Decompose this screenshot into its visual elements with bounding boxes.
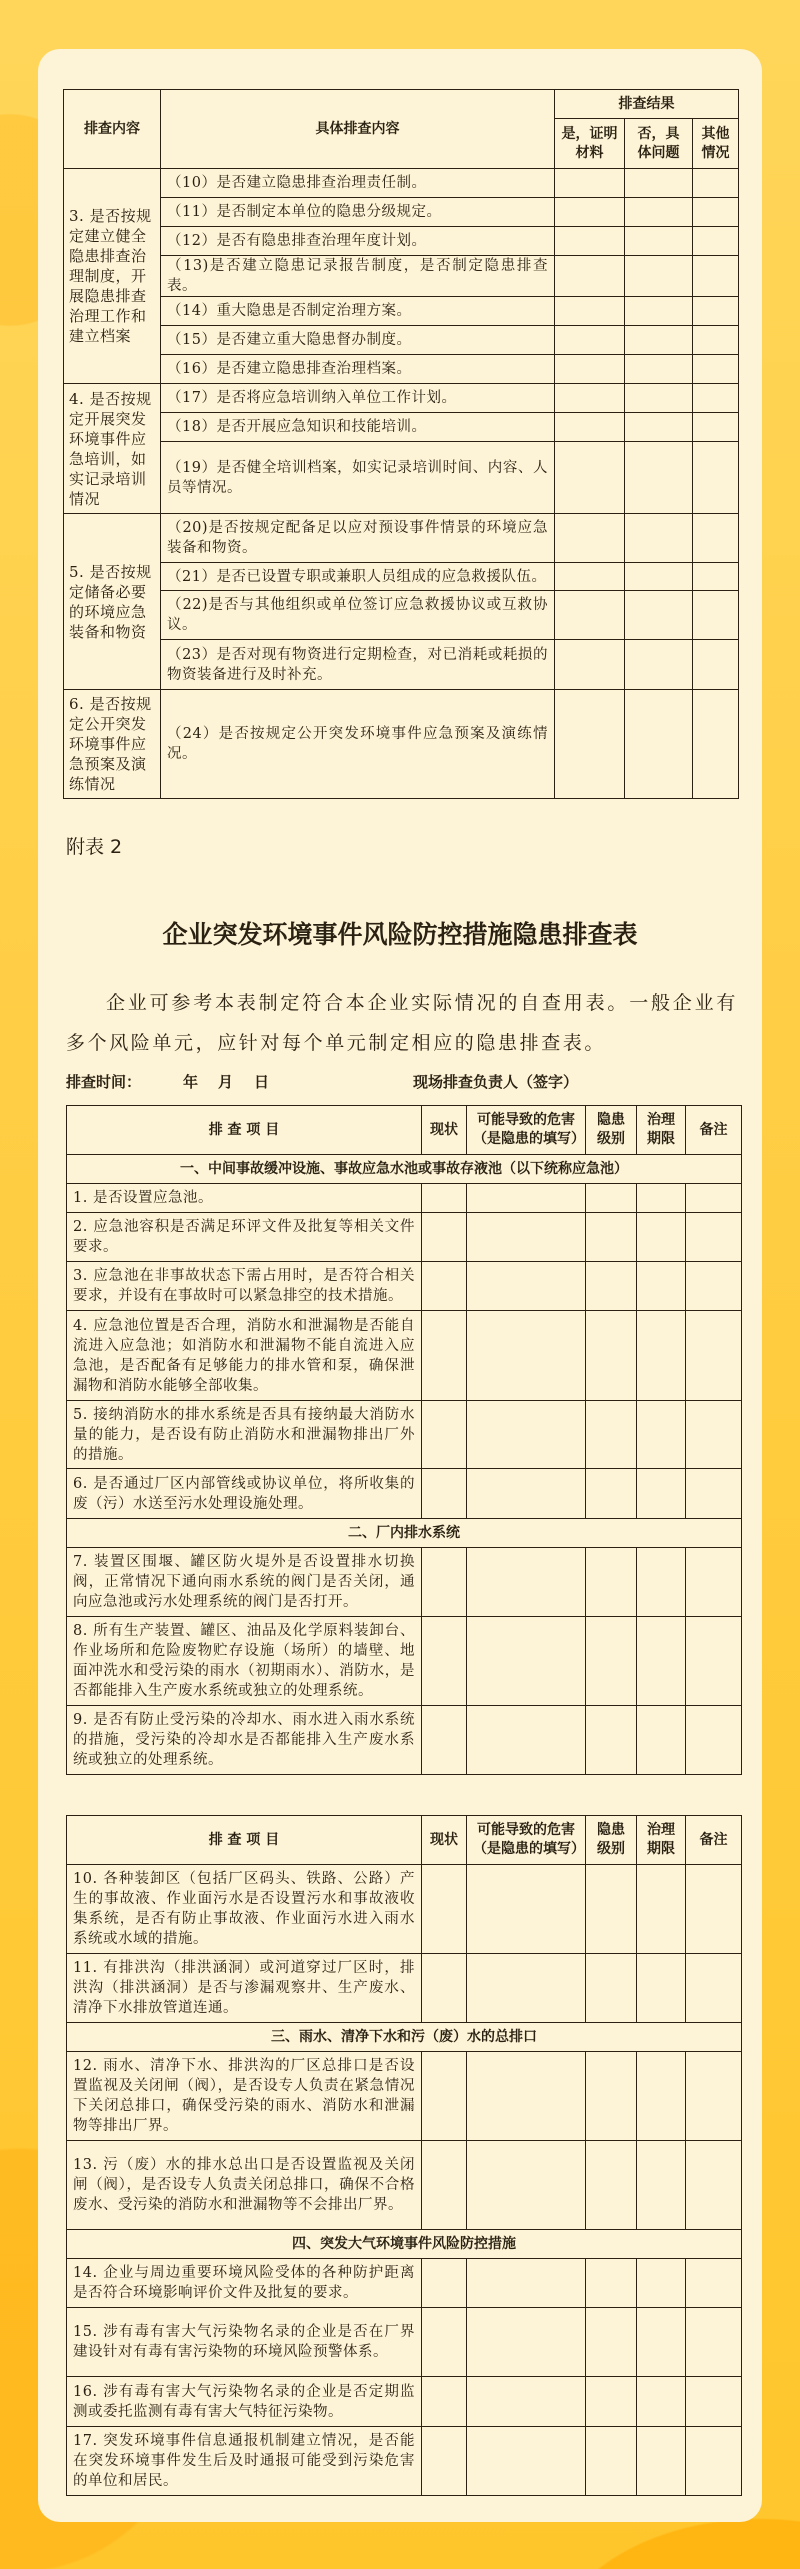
- item-cell: 14. 企业与周边重要环境风险受体的各种防护距离是否符合环境影响评价文件及批复的要求。: [67, 2259, 422, 2308]
- result-other-cell[interactable]: [693, 198, 739, 227]
- level-cell[interactable]: [586, 2308, 637, 2377]
- result-no-cell[interactable]: [625, 690, 693, 799]
- item-cell: 9. 是否有防止受污染的冷却水、雨水进入雨水系统的措施，受污染的冷却水是否都能排入生产废水系统或独立的处理系统。: [67, 1706, 422, 1775]
- result-no-cell[interactable]: [625, 355, 693, 384]
- result-no-cell[interactable]: [625, 227, 693, 256]
- level-cell[interactable]: [586, 2259, 637, 2308]
- remark-cell[interactable]: [686, 1401, 742, 1469]
- result-other-cell[interactable]: [693, 169, 739, 198]
- deadline-cell[interactable]: [637, 1548, 686, 1617]
- hazard-cell[interactable]: [467, 1401, 586, 1469]
- status-cell[interactable]: [422, 2377, 467, 2427]
- status-cell[interactable]: [422, 2259, 467, 2308]
- section-row: [67, 2230, 742, 2259]
- deadline-cell[interactable]: [637, 2377, 686, 2427]
- level-cell[interactable]: [586, 2052, 637, 2141]
- status-cell[interactable]: [422, 1213, 467, 1262]
- deadline-cell[interactable]: [637, 1311, 686, 1401]
- result-yes-cell[interactable]: [555, 384, 625, 413]
- result-yes-cell[interactable]: [555, 591, 625, 640]
- result-yes-cell[interactable]: [555, 355, 625, 384]
- table-row: [64, 690, 739, 799]
- item-cell: 6. 是否通过厂区内部管线或协议单位，将所收集的废（污）水送至污水处理设施处理。: [67, 1469, 422, 1519]
- table-row: [67, 1213, 742, 1262]
- level-cell[interactable]: [586, 2377, 637, 2427]
- item-cell: 13. 污（废）水的排水总出口是否设置监视及关闭闸（阀），是否设专人负责关闭总排口，确保不合格废水、受污染的消防水和泄漏物等不会排出厂界。: [67, 2141, 422, 2230]
- result-no-cell[interactable]: [625, 384, 693, 413]
- result-other-cell[interactable]: [693, 442, 739, 514]
- item-cell: 3. 应急池在非事故状态下需占用时，是否符合相关要求，并设有在事故时可以紧急排空的技术措施。: [67, 1262, 422, 1311]
- hazard-cell[interactable]: [467, 1865, 586, 1954]
- date-year: 年: [183, 1073, 199, 1091]
- result-other-cell[interactable]: [693, 384, 739, 413]
- status-cell[interactable]: [422, 1401, 467, 1469]
- item-cell: （19）是否健全培训档案，如实记录培训时间、内容、人员等情况。: [161, 442, 555, 514]
- result-other-cell[interactable]: [693, 355, 739, 384]
- result-yes-cell[interactable]: [555, 169, 625, 198]
- result-no-cell[interactable]: [625, 198, 693, 227]
- hazard-cell[interactable]: [467, 1262, 586, 1311]
- item-cell: 2. 应急池容积是否满足环评文件及批复等相关文件要求。: [67, 1213, 422, 1262]
- table-row: [67, 1706, 742, 1775]
- header-detail: 具体排查内容: [161, 90, 555, 169]
- item-cell: （17）是否将应急培训纳入单位工作计划。: [161, 384, 555, 413]
- level-cell[interactable]: [586, 1311, 637, 1401]
- section-heading: 一、中间事故缓冲设施、事故应急水池或事故存液池（以下统称应急池）: [67, 1155, 742, 1184]
- header-remark: 备注: [686, 1106, 742, 1155]
- status-cell[interactable]: [422, 1469, 467, 1519]
- hazard-cell[interactable]: [467, 2052, 586, 2141]
- deadline-cell[interactable]: [637, 2259, 686, 2308]
- deadline-cell[interactable]: [637, 1184, 686, 1213]
- checklist-table-3: [66, 1815, 742, 2496]
- deadline-cell[interactable]: [637, 1401, 686, 1469]
- checklist-table-1: [63, 89, 739, 799]
- level-cell[interactable]: [586, 1706, 637, 1775]
- remark-cell[interactable]: [686, 1262, 742, 1311]
- result-yes-cell[interactable]: [555, 640, 625, 690]
- status-cell[interactable]: [422, 1617, 467, 1706]
- result-yes-cell[interactable]: [555, 326, 625, 355]
- result-no-cell[interactable]: [625, 169, 693, 198]
- level-cell[interactable]: [586, 1262, 637, 1311]
- result-other-cell[interactable]: [693, 256, 739, 297]
- header-category: 排查内容: [64, 90, 161, 169]
- table-row: [64, 355, 739, 384]
- table-row: [64, 198, 739, 227]
- result-other-cell[interactable]: [693, 514, 739, 563]
- remark-cell[interactable]: [686, 1954, 742, 2023]
- result-other-cell[interactable]: [693, 591, 739, 640]
- result-no-cell[interactable]: [625, 256, 693, 297]
- item-cell: 5. 接纳消防水的排水系统是否具有接纳最大消防水量的能力，是否设有防止消防水和泄漏物排出厂外的措施。: [67, 1401, 422, 1469]
- result-yes-cell[interactable]: [555, 297, 625, 326]
- section-row: [67, 1155, 742, 1184]
- item-cell: （14）重大隐患是否制定治理方案。: [161, 297, 555, 326]
- category-cell: 6. 是否按规定公开突发环境事件应急预案及演练情况: [64, 690, 161, 799]
- result-yes-cell[interactable]: [555, 690, 625, 799]
- item-cell: 8. 所有生产装置、罐区、油品及化学原料装卸台、作业场所和危险废物贮存设施（场所）的墙壁、地面冲洗水和受污染的雨水（初期雨水）、消防水，是否都能排入生产废水系统或独立的处理系统。: [67, 1617, 422, 1706]
- remark-cell[interactable]: [686, 1184, 742, 1213]
- status-cell[interactable]: [422, 2308, 467, 2377]
- result-other-cell[interactable]: [693, 563, 739, 591]
- header-other: 其他情况: [693, 119, 739, 169]
- remark-cell[interactable]: [686, 1865, 742, 1954]
- checklist-table-2: [66, 1105, 742, 1775]
- item-cell: （16）是否建立隐患排查治理档案。: [161, 355, 555, 384]
- header-no: 否，具体问题: [625, 119, 693, 169]
- table-row: [67, 2377, 742, 2427]
- table-row: [67, 2259, 742, 2308]
- table-row: [67, 1617, 742, 1706]
- result-no-cell[interactable]: [625, 563, 693, 591]
- item-cell: （24）是否按规定公开突发环境事件应急预案及演练情况。: [161, 690, 555, 799]
- header-yes: 是，证明材料: [555, 119, 625, 169]
- header-hazard: 可能导致的危害（是隐患的填写）: [467, 1106, 586, 1155]
- remark-cell[interactable]: [686, 1706, 742, 1775]
- hazard-cell[interactable]: [467, 2308, 586, 2377]
- header-item: 排 查 项 目: [67, 1816, 422, 1865]
- result-no-cell[interactable]: [625, 514, 693, 563]
- header-level: 隐患级别: [586, 1816, 637, 1865]
- result-yes-cell[interactable]: [555, 256, 625, 297]
- table-row: [67, 1865, 742, 1954]
- remark-cell[interactable]: [686, 2141, 742, 2230]
- deadline-cell[interactable]: [637, 2141, 686, 2230]
- remark-cell[interactable]: [686, 2427, 742, 2496]
- hazard-cell[interactable]: [467, 1954, 586, 2023]
- remark-cell[interactable]: [686, 1213, 742, 1262]
- result-no-cell[interactable]: [625, 297, 693, 326]
- item-cell: （11）是否制定本单位的隐患分级规定。: [161, 198, 555, 227]
- item-cell: （18）是否开展应急知识和技能培训。: [161, 413, 555, 442]
- deadline-cell[interactable]: [637, 2052, 686, 2141]
- result-no-cell[interactable]: [625, 640, 693, 690]
- signer-label: 现场排查负责人（签字）: [413, 1073, 579, 1091]
- deadline-cell[interactable]: [637, 1706, 686, 1775]
- remark-cell[interactable]: [686, 1548, 742, 1617]
- table-row: [67, 2052, 742, 2141]
- result-yes-cell[interactable]: [555, 227, 625, 256]
- item-cell: 17. 突发环境事件信息通报机制建立情况，是否能在突发环境事件发生后及时通报可能受到污染危害的单位和居民。: [67, 2427, 422, 2496]
- hazard-cell[interactable]: [467, 1213, 586, 1262]
- level-cell[interactable]: [586, 1954, 637, 2023]
- table-row: [67, 1401, 742, 1469]
- item-cell: （22)是否与其他组织或单位签订应急救援协议或互救协议。: [161, 591, 555, 640]
- category-cell: 3. 是否按规定建立健全隐患排查治理制度，开展隐患排查治理工作和建立档案: [64, 169, 161, 384]
- table-row: [64, 169, 739, 198]
- category-cell: 4. 是否按规定开展突发环境事件应急培训，如实记录培训情况: [64, 384, 161, 514]
- level-cell[interactable]: [586, 2141, 637, 2230]
- status-cell[interactable]: [422, 2427, 467, 2496]
- hazard-cell[interactable]: [467, 1184, 586, 1213]
- result-other-cell[interactable]: [693, 297, 739, 326]
- result-no-cell[interactable]: [625, 326, 693, 355]
- result-no-cell[interactable]: [625, 442, 693, 514]
- level-cell[interactable]: [586, 1213, 637, 1262]
- deadline-cell[interactable]: [637, 1865, 686, 1954]
- header-result: 排查结果: [555, 90, 739, 119]
- page-title: 企业突发环境事件风险防控措施隐患排查表: [162, 920, 638, 949]
- section-heading: 二、厂内排水系统: [67, 1519, 742, 1548]
- intro-paragraph: 企业可参考本表制定符合本企业实际情况的自查用表。一般企业有多个风险单元，应针对每个单元制定相应的隐患排查表。: [66, 992, 738, 1054]
- section-row: [67, 1519, 742, 1548]
- table-row: [64, 563, 739, 591]
- header-item: 排 查 项 目: [67, 1106, 422, 1155]
- date-day: 日: [254, 1073, 270, 1091]
- table-row: [64, 442, 739, 514]
- level-cell[interactable]: [586, 1469, 637, 1519]
- status-cell[interactable]: [422, 1706, 467, 1775]
- result-no-cell[interactable]: [625, 413, 693, 442]
- header-row: [67, 1816, 742, 1865]
- table-row: [64, 297, 739, 326]
- result-other-cell[interactable]: [693, 227, 739, 256]
- category-cell: 5. 是否按规定储备必要的环境应急装备和物资: [64, 514, 161, 690]
- item-cell: 11. 有排洪沟（排洪涵洞）或河道穿过厂区时，排洪沟（排洪涵洞）是否与渗漏观察井、生产废水、清净下水排放管道连通。: [67, 1954, 422, 2023]
- deadline-cell[interactable]: [637, 1262, 686, 1311]
- table-row: [67, 1311, 742, 1401]
- status-cell[interactable]: [422, 2052, 467, 2141]
- remark-cell[interactable]: [686, 1311, 742, 1401]
- header-deadline: 治理期限: [637, 1816, 686, 1865]
- status-cell[interactable]: [422, 1311, 467, 1401]
- remark-cell[interactable]: [686, 2052, 742, 2141]
- hazard-cell[interactable]: [467, 2141, 586, 2230]
- level-cell[interactable]: [586, 1865, 637, 1954]
- section-row: [67, 2023, 742, 2052]
- result-other-cell[interactable]: [693, 326, 739, 355]
- table-row: [67, 1469, 742, 1519]
- result-yes-cell[interactable]: [555, 563, 625, 591]
- level-cell[interactable]: [586, 2427, 637, 2496]
- table-row: [64, 256, 739, 297]
- level-cell[interactable]: [586, 1617, 637, 1706]
- status-cell[interactable]: [422, 2141, 467, 2230]
- item-cell: （21）是否已设置专职或兼职人员组成的应急救援队伍。: [161, 563, 555, 591]
- status-cell[interactable]: [422, 1262, 467, 1311]
- remark-cell[interactable]: [686, 2308, 742, 2377]
- hazard-cell[interactable]: [467, 2377, 586, 2427]
- deadline-cell[interactable]: [637, 2308, 686, 2377]
- hazard-cell[interactable]: [467, 1548, 586, 1617]
- date-month: 月: [218, 1073, 234, 1091]
- status-cell[interactable]: [422, 1548, 467, 1617]
- header-row: [67, 1106, 742, 1155]
- item-cell: 7. 装置区围堰、罐区防火堤外是否设置排水切换阀，正常情况下通向雨水系统的阀门是否关闭，通向应急池或污水处理系统的阀门是否打开。: [67, 1548, 422, 1617]
- remark-cell[interactable]: [686, 1469, 742, 1519]
- deadline-cell[interactable]: [637, 1617, 686, 1706]
- header-remark: 备注: [686, 1816, 742, 1865]
- table-row: [67, 1548, 742, 1617]
- table-row: [67, 2427, 742, 2496]
- section-heading: 四、突发大气环境事件风险防控措施: [67, 2230, 742, 2259]
- result-yes-cell[interactable]: [555, 514, 625, 563]
- header-status: 现状: [422, 1106, 467, 1155]
- item-cell: 15. 涉有毒有害大气污染物名录的企业是否在厂界建设针对有毒有害污染物的环境风险预警体系。: [67, 2308, 422, 2377]
- section-heading: 三、雨水、清净下水和污（废）水的总排口: [67, 2023, 742, 2052]
- item-cell: 1. 是否设置应急池。: [67, 1184, 422, 1213]
- table-row: [67, 1954, 742, 2023]
- header-hazard: 可能导致的危害（是隐患的填写）: [467, 1816, 586, 1865]
- result-yes-cell[interactable]: [555, 442, 625, 514]
- table-row: [67, 2308, 742, 2377]
- deadline-cell[interactable]: [637, 1954, 686, 2023]
- item-cell: （15）是否建立重大隐患督办制度。: [161, 326, 555, 355]
- status-cell[interactable]: [422, 1954, 467, 2023]
- remark-cell[interactable]: [686, 2259, 742, 2308]
- item-cell: 12. 雨水、清净下水、排洪沟的厂区总排口是否设置监视及关闭闸（阀），是否设专人负责在紧急情况下关闭总排口，确保受污染的雨水、消防水和泄漏物等排出厂界。: [67, 2052, 422, 2141]
- result-yes-cell[interactable]: [555, 413, 625, 442]
- table-row: [64, 514, 739, 563]
- table-row: [64, 591, 739, 640]
- table-row: [64, 326, 739, 355]
- header-deadline: 治理期限: [637, 1106, 686, 1155]
- header-status: 现状: [422, 1816, 467, 1865]
- table-row: [64, 227, 739, 256]
- item-cell: 4. 应急池位置是否合理，消防水和泄漏物是否能自流进入应急池；如消防水和泄漏物不能自流进入应急池，是否配备有足够能力的排水管和泵，确保泄漏物和消防水能够全部收集。: [67, 1311, 422, 1401]
- deadline-cell[interactable]: [637, 1213, 686, 1262]
- level-cell[interactable]: [586, 1548, 637, 1617]
- item-cell: （13)是否建立隐患记录报告制度，是否制定隐患排查表。: [161, 256, 555, 297]
- table-row: [67, 1184, 742, 1213]
- header-level: 隐患级别: [586, 1106, 637, 1155]
- level-cell[interactable]: [586, 1401, 637, 1469]
- date-label: 排查时间：: [66, 1073, 142, 1091]
- remark-cell[interactable]: [686, 2377, 742, 2427]
- remark-cell[interactable]: [686, 1617, 742, 1706]
- result-other-cell[interactable]: [693, 690, 739, 799]
- deadline-cell[interactable]: [637, 1469, 686, 1519]
- result-other-cell[interactable]: [693, 640, 739, 690]
- table-row: [64, 384, 739, 413]
- hazard-cell[interactable]: [467, 1706, 586, 1775]
- item-cell: （12）是否有隐患排查治理年度计划。: [161, 227, 555, 256]
- result-no-cell[interactable]: [625, 591, 693, 640]
- hazard-cell[interactable]: [467, 2259, 586, 2308]
- table-row: [67, 1262, 742, 1311]
- status-cell[interactable]: [422, 1865, 467, 1954]
- result-other-cell[interactable]: [693, 413, 739, 442]
- hazard-cell[interactable]: [467, 2427, 586, 2496]
- status-cell[interactable]: [422, 1184, 467, 1213]
- hazard-cell[interactable]: [467, 1311, 586, 1401]
- appendix-label: 附表 2: [66, 836, 123, 858]
- item-cell: 10. 各种装卸区（包括厂区码头、铁路、公路）产生的事故液、作业面污水是否设置污水和事故液收集系统，是否有防止事故液、作业面污水进入雨水系统或水域的措施。: [67, 1865, 422, 1954]
- result-yes-cell[interactable]: [555, 198, 625, 227]
- hazard-cell[interactable]: [467, 1469, 586, 1519]
- item-cell: 16. 涉有毒有害大气污染物名录的企业是否定期监测或委托监测有毒有害大气特征污染物。: [67, 2377, 422, 2427]
- item-cell: （10）是否建立隐患排查治理责任制。: [161, 169, 555, 198]
- item-cell: （20)是否按规定配备足以应对预设事件情景的环境应急装备和物资。: [161, 514, 555, 563]
- item-cell: （23）是否对现有物资进行定期检查，对已消耗或耗损的物资装备进行及时补充。: [161, 640, 555, 690]
- table-row: [64, 640, 739, 690]
- level-cell[interactable]: [586, 1184, 637, 1213]
- hazard-cell[interactable]: [467, 1617, 586, 1706]
- table-row: [67, 2141, 742, 2230]
- deadline-cell[interactable]: [637, 2427, 686, 2496]
- table-row: [64, 413, 739, 442]
